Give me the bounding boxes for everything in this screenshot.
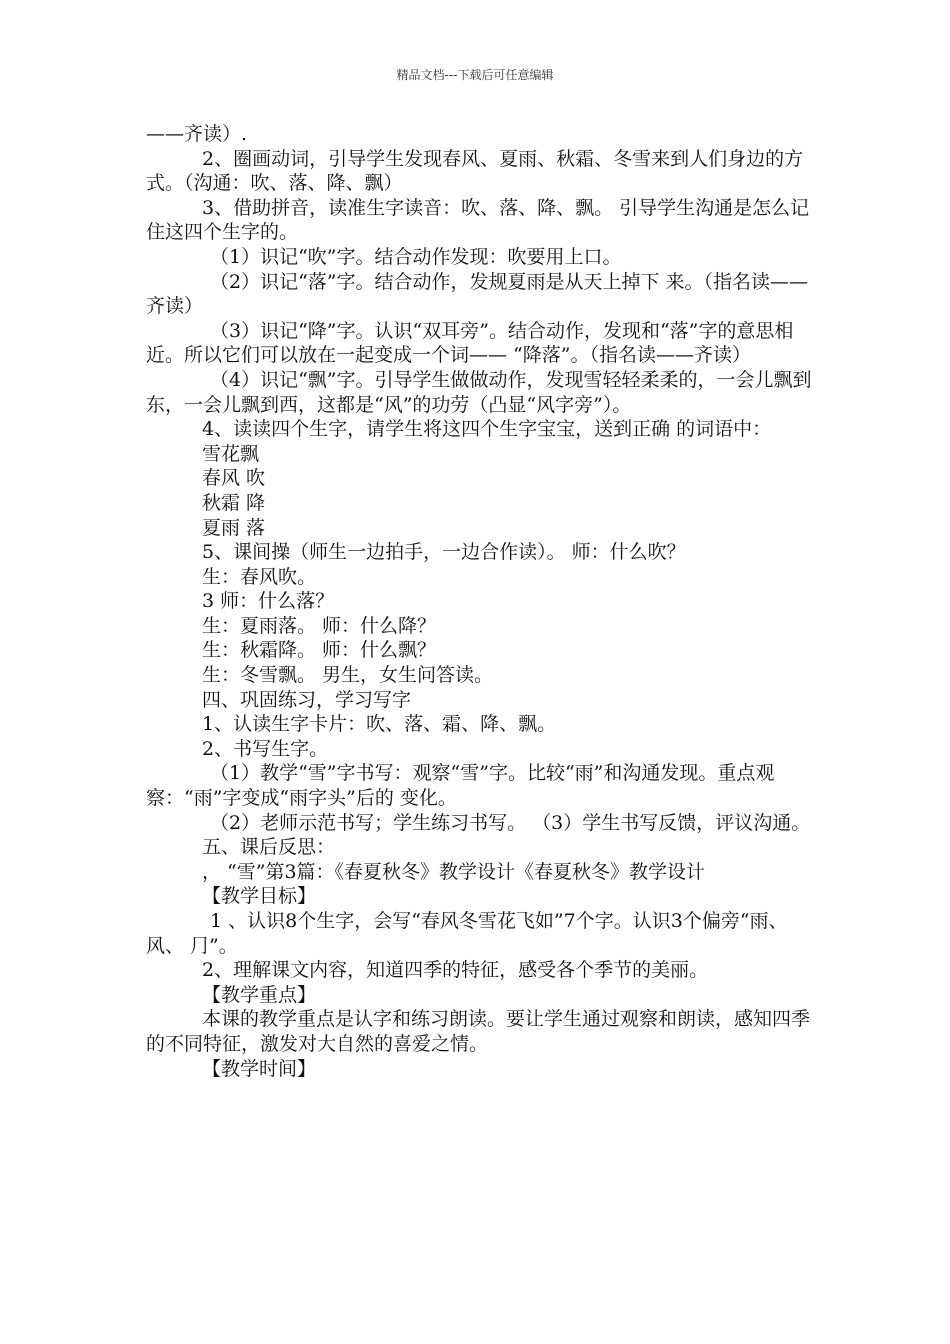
document-body <box>146 122 816 1081</box>
word-line: 秋霜 降 <box>202 491 266 514</box>
dialogue-line: 3 师：什么落？ <box>202 590 335 613</box>
paragraph: （2）老师示范书写；学生练习书写。 （3）学生书写反馈，评议沟通。 <box>210 811 811 834</box>
paragraph: 1 、认识8个生字，会写“春风冬雪花飞如”7个字。认识3个偏旁“雨、风、 ⺆”。 <box>146 910 788 957</box>
paragraph: （1）教学“雪”字书写：观察“雪”字。比较“雨”和沟通发现。重点观察：“雨”字变成“雨字头”后的 变化。 <box>146 762 775 810</box>
section-heading: 【教学时间】 <box>202 1057 317 1080</box>
dialogue-line: 生：春风吹。 <box>202 565 317 588</box>
paragraph: （3）识记“降”字。认识“双耳旁”。结合动作，发现和“落”字的意思相近。所以它们可以放在一起变成一个词—— “降落”。（指名读——齐读） <box>146 319 794 367</box>
dialogue-line: 生：夏雨落。 师：什么降？ <box>202 614 437 637</box>
paragraph: ——齐读）. <box>146 123 248 145</box>
paragraph: （1）识记“吹”字。结合动作发现：吹要用上口。 <box>210 245 622 268</box>
paragraph: 2、书写生字。 <box>202 737 329 760</box>
paragraph: 1、认读生字卡片：吹、落、霜、降、飘。 <box>202 713 557 736</box>
paragraph: 5、课间操（师生一边拍手，一边合作读）。 师：什么吹？ <box>202 541 686 564</box>
paragraph: ， “雪”第3篇：《春夏秋冬》教学设计《春夏秋冬》教学设计 <box>202 860 706 883</box>
section-heading: 【教学目标】 <box>202 885 317 908</box>
section-heading: 五、课后反思： <box>202 836 336 859</box>
paragraph: 3、借助拼音，读准生字读音：吹、落、降、飘。 引导学生沟通是怎么记住这四个生字的。 <box>146 196 810 244</box>
dialogue-line: 生：冬雪飘。 男生，女生问答读。 <box>202 664 494 687</box>
section-heading: 【教学重点】 <box>202 983 317 1006</box>
word-line: 春风 吹 <box>202 467 266 490</box>
section-heading: 四、巩固练习，学习写字 <box>202 688 412 711</box>
dialogue-line: 生：秋霜降。 师：什么飘？ <box>202 639 437 662</box>
page-header: 精品文档---下载后可任意编辑 <box>396 68 554 82</box>
paragraph: （2）识记“落”字。结合动作，发规夏雨是从天上掉下 来。（指名读——齐读） <box>146 270 809 318</box>
word-line: 夏雨 落 <box>202 516 266 539</box>
paragraph: 4、读读四个生字，请学生将这四个生字宝宝，送到正确 的词语中： <box>202 418 772 441</box>
paragraph: （4）识记“飘”字。引导学生做做动作，发现雪轻轻柔柔的，一会儿飘到东，一会儿飘到西，这都是“风”的功劳（凸显“风字旁”）。 <box>146 368 812 416</box>
paragraph: 本课的教学重点是认字和练习朗读。要让学生通过观察和朗读，感知四季的不同特征，激发对大自然的喜爱之情。 <box>146 1008 811 1055</box>
paragraph: 2、圈画动词，引导学生发现春风、夏雨、秋霜、冬雪来到人们身边的方式。（沟通：吹、落、降、飘） <box>146 147 804 195</box>
paragraph: 2、理解课文内容，知道四季的特征，感受各个季节的美丽。 <box>202 959 709 982</box>
word-line: 雪花飘 <box>202 442 260 465</box>
